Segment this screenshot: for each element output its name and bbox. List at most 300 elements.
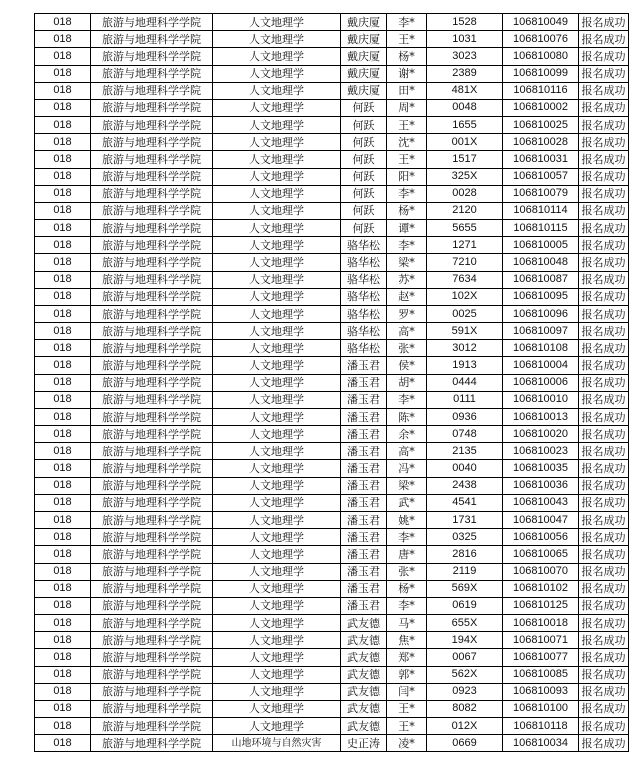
college-code-cell: 018 — [35, 168, 91, 185]
registration-number-cell: 106810087 — [503, 271, 579, 288]
id-suffix-cell: 1031 — [427, 31, 503, 48]
college-code-cell: 018 — [35, 700, 91, 717]
registration-number-cell: 106810071 — [503, 632, 579, 649]
college-cell: 旅游与地理科学学院 — [91, 202, 213, 219]
registration-number-cell: 106810102 — [503, 580, 579, 597]
table-row — [35, 649, 629, 666]
student-name-cell: 张* — [387, 340, 427, 357]
advisor-cell: 武友德 — [341, 649, 387, 666]
advisor-cell: 何跃 — [341, 151, 387, 168]
advisor-cell: 戴庆厦 — [341, 82, 387, 99]
table-row — [35, 615, 629, 632]
college-cell: 旅游与地理科学学院 — [91, 254, 213, 271]
student-name-cell: 唐* — [387, 546, 427, 563]
major-cell: 人文地理学 — [213, 305, 341, 322]
table-row — [35, 443, 629, 460]
id-suffix-cell: 1271 — [427, 237, 503, 254]
student-name-cell: 冯* — [387, 460, 427, 477]
student-name-cell: 苏* — [387, 271, 427, 288]
status-cell: 报名成功 — [579, 477, 629, 494]
status-cell: 报名成功 — [579, 700, 629, 717]
student-name-cell: 李* — [387, 391, 427, 408]
advisor-cell: 骆华松 — [341, 340, 387, 357]
registration-number-cell: 106810080 — [503, 48, 579, 65]
table-row — [35, 546, 629, 563]
status-cell: 报名成功 — [579, 48, 629, 65]
college-code-cell: 018 — [35, 220, 91, 237]
student-name-cell: 梁* — [387, 477, 427, 494]
advisor-cell: 潘玉君 — [341, 374, 387, 391]
registration-number-cell: 106810006 — [503, 374, 579, 391]
student-name-cell: 赵* — [387, 288, 427, 305]
college-cell: 旅游与地理科学学院 — [91, 563, 213, 580]
status-cell: 报名成功 — [579, 546, 629, 563]
status-cell: 报名成功 — [579, 323, 629, 340]
id-suffix-cell: 2119 — [427, 563, 503, 580]
status-cell: 报名成功 — [579, 374, 629, 391]
college-cell: 旅游与地理科学学院 — [91, 134, 213, 151]
registration-number-cell: 106810076 — [503, 31, 579, 48]
table-row — [35, 151, 629, 168]
id-suffix-cell: 7634 — [427, 271, 503, 288]
id-suffix-cell: 001X — [427, 134, 503, 151]
advisor-cell: 何跃 — [341, 168, 387, 185]
registration-number-cell: 106810023 — [503, 443, 579, 460]
college-code-cell: 018 — [35, 477, 91, 494]
advisor-cell: 何跃 — [341, 99, 387, 116]
advisor-cell: 戴庆厦 — [341, 31, 387, 48]
major-cell: 人文地理学 — [213, 117, 341, 134]
college-cell: 旅游与地理科学学院 — [91, 65, 213, 82]
registration-number-cell: 106810035 — [503, 460, 579, 477]
id-suffix-cell: 0936 — [427, 408, 503, 425]
registration-number-cell: 106810031 — [503, 151, 579, 168]
college-code-cell: 018 — [35, 340, 91, 357]
id-suffix-cell: 0619 — [427, 597, 503, 614]
id-suffix-cell: 0325 — [427, 529, 503, 546]
student-name-cell: 谢* — [387, 65, 427, 82]
student-name-cell: 郑* — [387, 649, 427, 666]
registration-number-cell: 106810028 — [503, 134, 579, 151]
college-code-cell: 018 — [35, 391, 91, 408]
college-cell: 旅游与地理科学学院 — [91, 700, 213, 717]
status-cell: 报名成功 — [579, 391, 629, 408]
status-cell: 报名成功 — [579, 683, 629, 700]
advisor-cell: 骆华松 — [341, 305, 387, 322]
status-cell: 报名成功 — [579, 305, 629, 322]
major-cell: 人文地理学 — [213, 391, 341, 408]
advisor-cell: 武友德 — [341, 632, 387, 649]
id-suffix-cell: 1517 — [427, 151, 503, 168]
status-cell: 报名成功 — [579, 65, 629, 82]
college-cell: 旅游与地理科学学院 — [91, 460, 213, 477]
major-cell: 人文地理学 — [213, 220, 341, 237]
college-cell: 旅游与地理科学学院 — [91, 220, 213, 237]
table-row — [35, 374, 629, 391]
major-cell: 人文地理学 — [213, 443, 341, 460]
college-code-cell: 018 — [35, 683, 91, 700]
registration-number-cell: 106810095 — [503, 288, 579, 305]
college-code-cell: 018 — [35, 408, 91, 425]
college-cell: 旅游与地理科学学院 — [91, 580, 213, 597]
table-row — [35, 134, 629, 151]
major-cell: 人文地理学 — [213, 254, 341, 271]
student-name-cell: 余* — [387, 426, 427, 443]
student-name-cell: 周* — [387, 99, 427, 116]
id-suffix-cell: 591X — [427, 323, 503, 340]
registration-number-cell: 106810096 — [503, 305, 579, 322]
status-cell: 报名成功 — [579, 202, 629, 219]
registration-number-cell: 106810115 — [503, 220, 579, 237]
id-suffix-cell: 102X — [427, 288, 503, 305]
table-row — [35, 494, 629, 511]
student-name-cell: 杨* — [387, 202, 427, 219]
college-cell: 旅游与地理科学学院 — [91, 185, 213, 202]
college-cell: 旅游与地理科学学院 — [91, 48, 213, 65]
advisor-cell: 武友德 — [341, 683, 387, 700]
college-code-cell: 018 — [35, 735, 91, 752]
table-row — [35, 288, 629, 305]
student-name-cell: 李* — [387, 14, 427, 31]
advisor-cell: 潘玉君 — [341, 477, 387, 494]
college-code-cell: 018 — [35, 323, 91, 340]
advisor-cell: 骆华松 — [341, 271, 387, 288]
college-code-cell: 018 — [35, 99, 91, 116]
major-cell: 人文地理学 — [213, 529, 341, 546]
id-suffix-cell: 2135 — [427, 443, 503, 460]
major-cell: 人文地理学 — [213, 237, 341, 254]
table-row — [35, 82, 629, 99]
registration-number-cell: 106810013 — [503, 408, 579, 425]
table-row — [35, 357, 629, 374]
status-cell: 报名成功 — [579, 735, 629, 752]
student-name-cell: 王* — [387, 700, 427, 717]
college-code-cell: 018 — [35, 529, 91, 546]
college-cell: 旅游与地理科学学院 — [91, 683, 213, 700]
student-name-cell: 梁* — [387, 254, 427, 271]
table-row — [35, 31, 629, 48]
student-name-cell: 闫* — [387, 683, 427, 700]
status-cell: 报名成功 — [579, 82, 629, 99]
college-code-cell: 018 — [35, 597, 91, 614]
major-cell: 人文地理学 — [213, 683, 341, 700]
table-row — [35, 735, 629, 752]
table-row — [35, 666, 629, 683]
id-suffix-cell: 0067 — [427, 649, 503, 666]
id-suffix-cell: 0048 — [427, 99, 503, 116]
student-name-cell: 李* — [387, 597, 427, 614]
college-code-cell: 018 — [35, 494, 91, 511]
major-cell: 人文地理学 — [213, 718, 341, 735]
college-code-cell: 018 — [35, 357, 91, 374]
table-row — [35, 271, 629, 288]
student-name-cell: 高* — [387, 323, 427, 340]
id-suffix-cell: 0028 — [427, 185, 503, 202]
status-cell: 报名成功 — [579, 649, 629, 666]
college-cell: 旅游与地理科学学院 — [91, 615, 213, 632]
status-cell: 报名成功 — [579, 597, 629, 614]
college-code-cell: 018 — [35, 82, 91, 99]
student-name-cell: 田* — [387, 82, 427, 99]
student-name-cell: 郭* — [387, 666, 427, 683]
status-cell: 报名成功 — [579, 580, 629, 597]
status-cell: 报名成功 — [579, 563, 629, 580]
status-cell: 报名成功 — [579, 185, 629, 202]
major-cell: 人文地理学 — [213, 151, 341, 168]
college-cell: 旅游与地理科学学院 — [91, 666, 213, 683]
id-suffix-cell: 0669 — [427, 735, 503, 752]
registration-number-cell: 106810043 — [503, 494, 579, 511]
student-name-cell: 马* — [387, 615, 427, 632]
student-name-cell: 罗* — [387, 305, 427, 322]
advisor-cell: 潘玉君 — [341, 563, 387, 580]
status-cell: 报名成功 — [579, 357, 629, 374]
college-cell: 旅游与地理科学学院 — [91, 546, 213, 563]
major-cell: 人文地理学 — [213, 31, 341, 48]
major-cell: 人文地理学 — [213, 408, 341, 425]
college-cell: 旅游与地理科学学院 — [91, 151, 213, 168]
college-cell: 旅游与地理科学学院 — [91, 340, 213, 357]
student-name-cell: 凌* — [387, 735, 427, 752]
student-name-cell: 武* — [387, 494, 427, 511]
id-suffix-cell: 0923 — [427, 683, 503, 700]
registration-number-cell: 106810049 — [503, 14, 579, 31]
id-suffix-cell: 012X — [427, 718, 503, 735]
table-row — [35, 597, 629, 614]
student-name-cell: 王* — [387, 117, 427, 134]
advisor-cell: 骆华松 — [341, 323, 387, 340]
advisor-cell: 潘玉君 — [341, 511, 387, 528]
registration-number-cell: 106810036 — [503, 477, 579, 494]
table-row — [35, 632, 629, 649]
status-cell: 报名成功 — [579, 134, 629, 151]
student-name-cell: 姚* — [387, 511, 427, 528]
registration-number-cell: 106810057 — [503, 168, 579, 185]
table-row — [35, 168, 629, 185]
college-cell: 旅游与地理科学学院 — [91, 426, 213, 443]
table-row — [35, 48, 629, 65]
registration-number-cell: 106810002 — [503, 99, 579, 116]
registration-number-cell: 106810070 — [503, 563, 579, 580]
college-cell: 旅游与地理科学学院 — [91, 511, 213, 528]
college-code-cell: 018 — [35, 14, 91, 31]
major-cell: 人文地理学 — [213, 168, 341, 185]
table-row — [35, 117, 629, 134]
id-suffix-cell: 194X — [427, 632, 503, 649]
major-cell: 人文地理学 — [213, 563, 341, 580]
college-cell: 旅游与地理科学学院 — [91, 597, 213, 614]
advisor-cell: 何跃 — [341, 220, 387, 237]
college-cell: 旅游与地理科学学院 — [91, 82, 213, 99]
college-cell: 旅游与地理科学学院 — [91, 31, 213, 48]
table-row — [35, 683, 629, 700]
id-suffix-cell: 1731 — [427, 511, 503, 528]
major-cell: 人文地理学 — [213, 649, 341, 666]
advisor-cell: 何跃 — [341, 134, 387, 151]
major-cell: 人文地理学 — [213, 202, 341, 219]
student-name-cell: 王* — [387, 151, 427, 168]
registration-table-body — [35, 14, 629, 752]
registration-number-cell: 106810020 — [503, 426, 579, 443]
major-cell: 人文地理学 — [213, 700, 341, 717]
major-cell: 人文地理学 — [213, 632, 341, 649]
student-name-cell: 王* — [387, 718, 427, 735]
advisor-cell: 潘玉君 — [341, 529, 387, 546]
registration-number-cell: 106810048 — [503, 254, 579, 271]
table-row — [35, 340, 629, 357]
table-row — [35, 511, 629, 528]
id-suffix-cell: 0025 — [427, 305, 503, 322]
college-code-cell: 018 — [35, 546, 91, 563]
college-cell: 旅游与地理科学学院 — [91, 168, 213, 185]
advisor-cell: 武友德 — [341, 615, 387, 632]
major-cell: 人文地理学 — [213, 374, 341, 391]
major-cell: 人文地理学 — [213, 615, 341, 632]
id-suffix-cell: 7210 — [427, 254, 503, 271]
table-row — [35, 254, 629, 271]
major-cell: 人文地理学 — [213, 597, 341, 614]
id-suffix-cell: 569X — [427, 580, 503, 597]
table-row — [35, 65, 629, 82]
college-cell: 旅游与地理科学学院 — [91, 305, 213, 322]
major-cell: 人文地理学 — [213, 666, 341, 683]
college-cell: 旅游与地理科学学院 — [91, 374, 213, 391]
major-cell: 人文地理学 — [213, 580, 341, 597]
advisor-cell: 潘玉君 — [341, 443, 387, 460]
table-row — [35, 323, 629, 340]
college-code-cell: 018 — [35, 632, 91, 649]
college-cell: 旅游与地理科学学院 — [91, 323, 213, 340]
major-cell: 人文地理学 — [213, 65, 341, 82]
college-cell: 旅游与地理科学学院 — [91, 288, 213, 305]
advisor-cell: 潘玉君 — [341, 391, 387, 408]
registration-number-cell: 106810085 — [503, 666, 579, 683]
advisor-cell: 潘玉君 — [341, 460, 387, 477]
student-name-cell: 王* — [387, 31, 427, 48]
advisor-cell: 武友德 — [341, 666, 387, 683]
college-code-cell: 018 — [35, 511, 91, 528]
student-name-cell: 侯* — [387, 357, 427, 374]
status-cell: 报名成功 — [579, 666, 629, 683]
advisor-cell: 潘玉君 — [341, 357, 387, 374]
registration-number-cell: 106810018 — [503, 615, 579, 632]
id-suffix-cell: 0111 — [427, 391, 503, 408]
registration-number-cell: 106810005 — [503, 237, 579, 254]
college-cell: 旅游与地理科学学院 — [91, 237, 213, 254]
college-code-cell: 018 — [35, 237, 91, 254]
status-cell: 报名成功 — [579, 340, 629, 357]
college-cell: 旅游与地理科学学院 — [91, 529, 213, 546]
status-cell: 报名成功 — [579, 615, 629, 632]
college-cell: 旅游与地理科学学院 — [91, 443, 213, 460]
id-suffix-cell: 4541 — [427, 494, 503, 511]
status-cell: 报名成功 — [579, 237, 629, 254]
registration-number-cell: 106810047 — [503, 511, 579, 528]
advisor-cell: 何跃 — [341, 202, 387, 219]
id-suffix-cell: 325X — [427, 168, 503, 185]
college-code-cell: 018 — [35, 563, 91, 580]
college-cell: 旅游与地理科学学院 — [91, 14, 213, 31]
college-cell: 旅游与地理科学学院 — [91, 735, 213, 752]
registration-number-cell: 106810099 — [503, 65, 579, 82]
registration-number-cell: 106810116 — [503, 82, 579, 99]
major-cell: 人文地理学 — [213, 14, 341, 31]
status-cell: 报名成功 — [579, 718, 629, 735]
advisor-cell: 潘玉君 — [341, 580, 387, 597]
advisor-cell: 史正涛 — [341, 735, 387, 752]
table-row — [35, 477, 629, 494]
student-name-cell: 杨* — [387, 48, 427, 65]
id-suffix-cell: 0444 — [427, 374, 503, 391]
major-cell: 人文地理学 — [213, 477, 341, 494]
college-code-cell: 018 — [35, 48, 91, 65]
college-code-cell: 018 — [35, 288, 91, 305]
id-suffix-cell: 2120 — [427, 202, 503, 219]
table-row — [35, 237, 629, 254]
registration-number-cell: 106810118 — [503, 718, 579, 735]
college-cell: 旅游与地理科学学院 — [91, 649, 213, 666]
college-code-cell: 018 — [35, 374, 91, 391]
table-row — [35, 391, 629, 408]
college-cell: 旅游与地理科学学院 — [91, 391, 213, 408]
major-cell: 人文地理学 — [213, 460, 341, 477]
advisor-cell: 何跃 — [341, 117, 387, 134]
id-suffix-cell: 2816 — [427, 546, 503, 563]
college-code-cell: 018 — [35, 202, 91, 219]
status-cell: 报名成功 — [579, 494, 629, 511]
major-cell: 人文地理学 — [213, 494, 341, 511]
student-name-cell: 高* — [387, 443, 427, 460]
table-row — [35, 529, 629, 546]
major-cell: 人文地理学 — [213, 357, 341, 374]
college-cell: 旅游与地理科学学院 — [91, 477, 213, 494]
status-cell: 报名成功 — [579, 408, 629, 425]
advisor-cell: 骆华松 — [341, 254, 387, 271]
status-cell: 报名成功 — [579, 460, 629, 477]
student-name-cell: 张* — [387, 563, 427, 580]
registration-number-cell: 106810079 — [503, 185, 579, 202]
college-code-cell: 018 — [35, 718, 91, 735]
college-code-cell: 018 — [35, 460, 91, 477]
student-name-cell: 焦* — [387, 632, 427, 649]
status-cell: 报名成功 — [579, 288, 629, 305]
id-suffix-cell: 5655 — [427, 220, 503, 237]
id-suffix-cell: 0748 — [427, 426, 503, 443]
status-cell: 报名成功 — [579, 254, 629, 271]
advisor-cell: 戴庆厦 — [341, 48, 387, 65]
registration-number-cell: 106810010 — [503, 391, 579, 408]
advisor-cell: 骆华松 — [341, 288, 387, 305]
status-cell: 报名成功 — [579, 443, 629, 460]
major-cell: 人文地理学 — [213, 340, 341, 357]
college-code-cell: 018 — [35, 666, 91, 683]
college-cell: 旅游与地理科学学院 — [91, 99, 213, 116]
advisor-cell: 骆华松 — [341, 237, 387, 254]
student-name-cell: 沈* — [387, 134, 427, 151]
college-code-cell: 018 — [35, 134, 91, 151]
major-cell: 人文地理学 — [213, 185, 341, 202]
table-row — [35, 202, 629, 219]
college-cell: 旅游与地理科学学院 — [91, 117, 213, 134]
college-code-cell: 018 — [35, 254, 91, 271]
id-suffix-cell: 481X — [427, 82, 503, 99]
advisor-cell: 潘玉君 — [341, 408, 387, 425]
major-cell: 人文地理学 — [213, 48, 341, 65]
college-code-cell: 018 — [35, 615, 91, 632]
table-row — [35, 408, 629, 425]
college-code-cell: 018 — [35, 305, 91, 322]
id-suffix-cell: 1528 — [427, 14, 503, 31]
